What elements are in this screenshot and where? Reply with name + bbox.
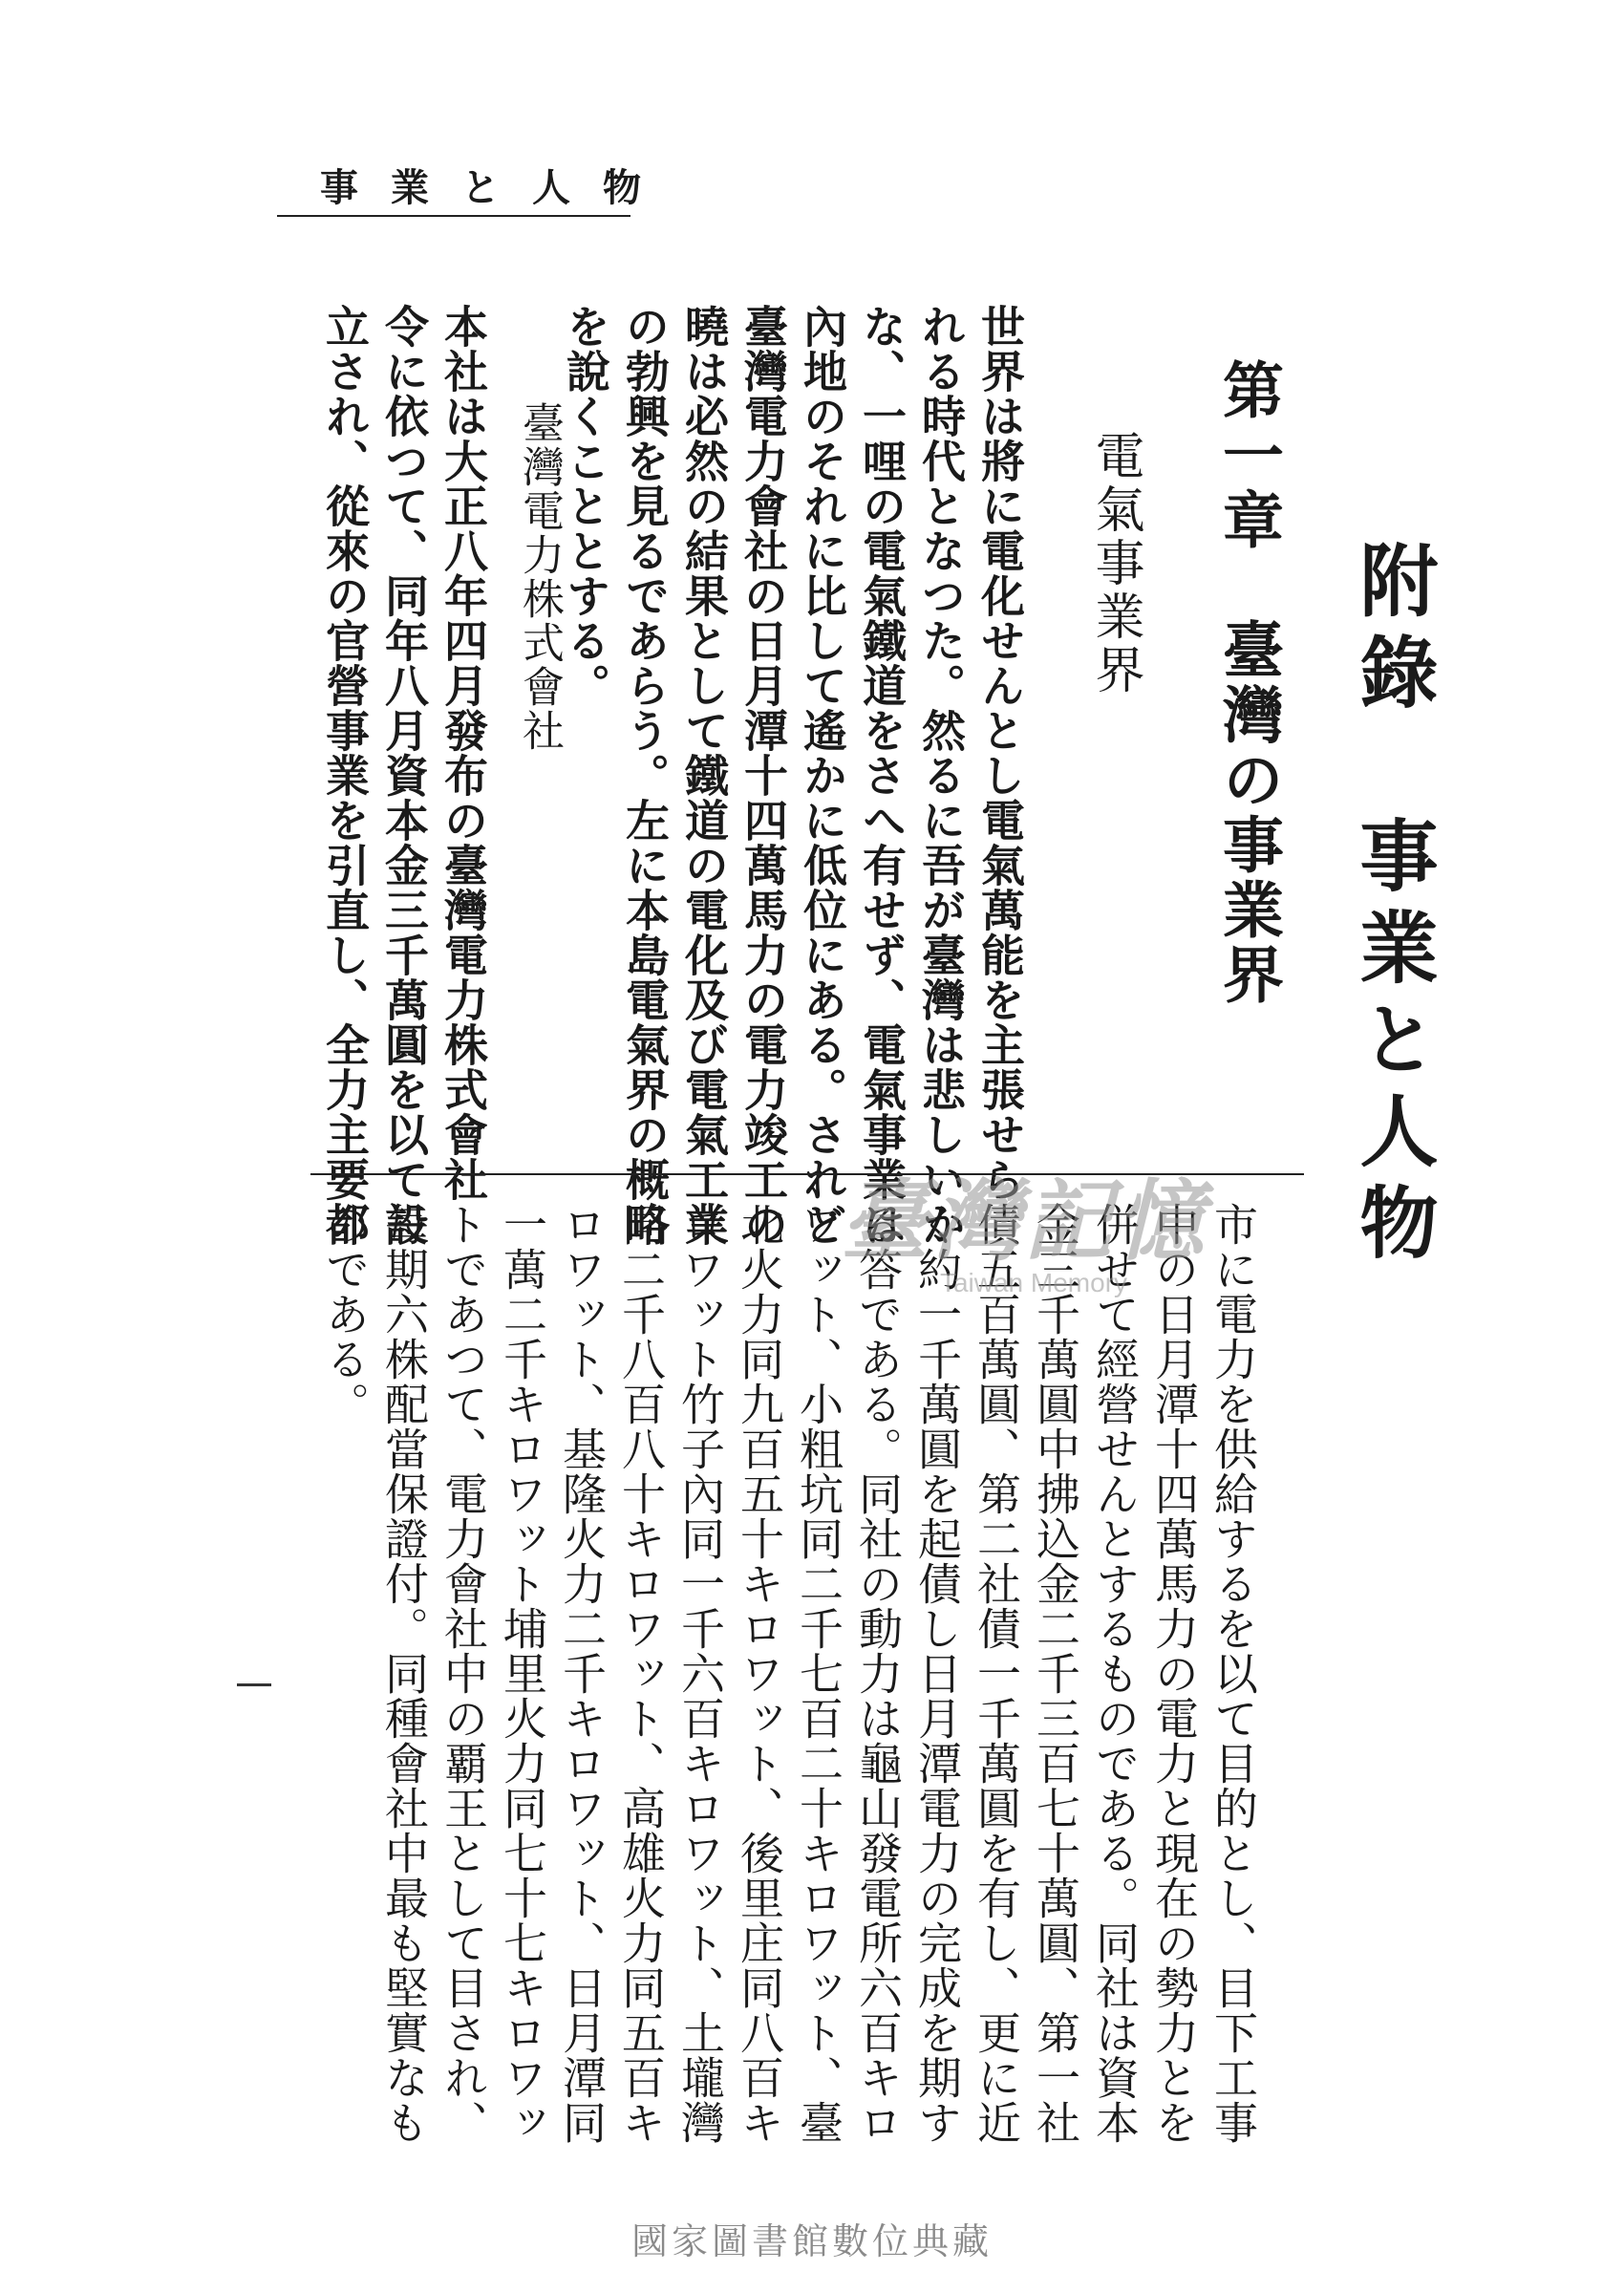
- company-detail-paragraph: [315, 1202, 1263, 2145]
- paragraph-line: く約一千萬圓を起債し日月潭電力の完成を期す: [911, 1202, 963, 2145]
- paragraph-line: 每期六株配當保證付。同種會社中最も堅實なも: [378, 1202, 430, 2145]
- paragraph-line: 世界は將に電化せんとし電氣萬能を主張せら: [974, 304, 1026, 1202]
- company-paragraph: [315, 304, 493, 1247]
- paragraph-line: の勃興を見るであらう。左に本島電氣界の概略: [619, 304, 671, 1247]
- electric-industry-paragraph: [556, 304, 1030, 1247]
- footer-credit: 國家圖書館數位典藏: [630, 2220, 993, 2262]
- paragraph-line: 北火力同九百五十キロワット、後里庄同八百キ: [734, 1202, 785, 2145]
- running-head: 事業と人物: [320, 165, 673, 210]
- chapter-title: 第一章 臺灣の事業界: [1212, 358, 1284, 1008]
- paragraph-line: 一萬二千キロワット埔里火力同七十七キロワッ: [497, 1202, 548, 2145]
- paragraph-line: ロワット、基隆火力二千キロワット、日月潭同: [556, 1202, 608, 2145]
- subsection-title: 臺灣電力株式會社: [515, 401, 564, 753]
- stray-print-mark: [237, 1683, 271, 1686]
- paragraph-line: 臺灣電力會社の日月潭十四萬馬力の電力竣工の: [737, 304, 789, 1247]
- paragraph-line: トであつて、電力會社中の覇王として目され、: [438, 1202, 489, 2145]
- paragraph-line: のである。: [319, 1202, 371, 1426]
- paragraph-line: 中の日月潭十四萬馬力の電力と現在の勢力とを: [1148, 1202, 1200, 2145]
- paragraph-line: 內地のそれに比して遙かに低位にある。されど: [797, 304, 848, 1247]
- paragraph-line: 曉は必然の結果として鐵道の電化及び電氣工業: [678, 304, 730, 1247]
- paragraph-line: ロワット竹子內同一千六百キロワット、土壠灣: [674, 1202, 726, 2145]
- section-title: 電氣事業界: [1086, 430, 1143, 697]
- watermark-text: 臺灣記憶: [841, 1169, 1208, 1273]
- paragraph-line: ワット、小粗坑同二千七百二十キロワット、臺: [793, 1202, 844, 2145]
- paragraph-line: る答である。同社の動力は龜山發電所六百キロ: [852, 1202, 904, 2145]
- paragraph-line: 令に依つて、同年八月資本金三千萬圓を以て設: [378, 304, 430, 1247]
- paragraph-line: れる時代となつた。然るに吾が臺灣は悲しいか: [915, 304, 967, 1247]
- appendix-title: 附錄 事業と人物: [1347, 540, 1439, 1274]
- paragraph-line: な、一哩の電氣鐵道をさへ有せず、電氣事業は: [856, 304, 908, 1247]
- header-rule: [277, 215, 630, 217]
- paragraph-line: 本社は大正八年四月發布の臺灣電力株式會社: [438, 304, 489, 1202]
- paragraph-line: 同二千八百八十キロワット、高雄火力同五百キ: [615, 1202, 667, 2145]
- paragraph-line: 立され、從來の官營事業を引直し、全力主要都: [319, 304, 371, 1247]
- paragraph-line: 市に電力を供給するを以て目的とし、目下工事: [1207, 1202, 1259, 2145]
- watermark-subtext: Taiwan Memory: [939, 1268, 1128, 1297]
- paragraph-line: 併せて經營せんとするものである。同社は資本: [1089, 1202, 1141, 2145]
- paragraph-line: を說くこととする。: [560, 304, 611, 708]
- middle-rule: [310, 1173, 1304, 1175]
- paragraph-line: 金三千萬圓中拂込金二千三百七十萬圓、第一社: [1030, 1202, 1081, 2145]
- paragraph-line: 債五百萬圓、第二社債一千萬圓を有し、更に近: [971, 1202, 1022, 2145]
